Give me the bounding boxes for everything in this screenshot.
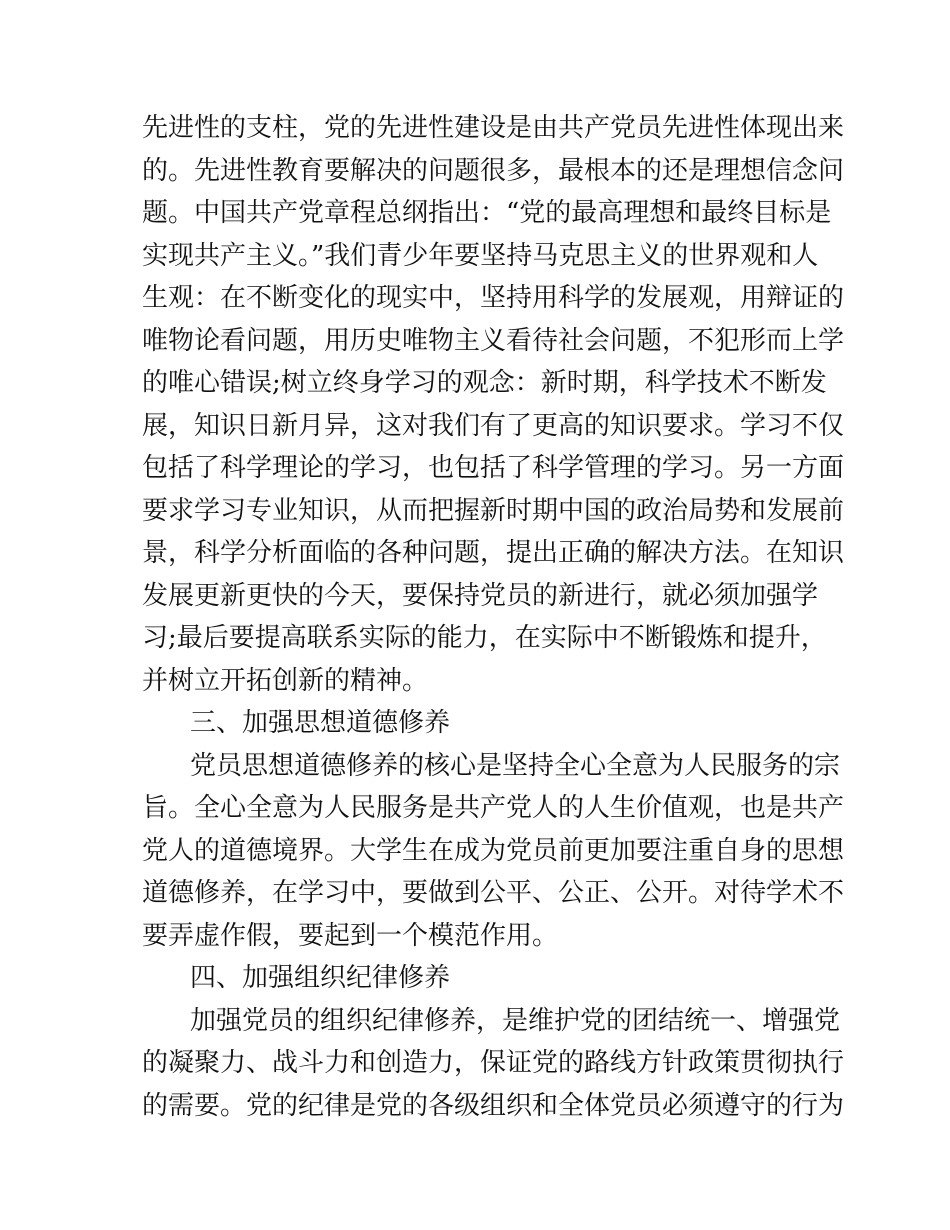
text-line: 的唯心错误;树立终身学习的观念：新时期，科学技术不断发 [142,368,827,398]
text-line: 展，知识日新月异，这对我们有了更高的知识要求。学习不仅 [142,410,845,441]
text-line: 唯物论看问题，用历史唯物主义看待社会问题，不犯形而上学 [142,325,845,356]
text-line: 四、加强组织纪律修养 [190,963,451,993]
text-line: 道德修养，在学习中，要做到公平、公正、公开。对待学术不 [142,878,845,908]
text-line: 先进性的支柱，党的先进性建设是由共产党员先进性体现出来 [142,113,845,143]
document-body [142,107,845,1127]
text-line: 题。中国共产党章程总纲指出：“党的最高理想和最终目标是 [142,198,832,228]
text-line: 实现共产主义。”我们青少年要坚持马克思主义的世界观和人 [142,240,819,271]
text-line: 的凝聚力、战斗力和创造力，保证党的路线方针政策贯彻执行 [142,1048,845,1078]
text-line: 党人的道德境界。大学生在成为党员前更加要注重自身的思想 [142,835,845,866]
text-line: 三、加强思想道德修养 [190,708,451,738]
text-line: 景，科学分析面临的各种问题，提出正确的解决方法。在知识 [142,538,845,568]
text-line: 党员思想道德修养的核心是坚持全心全意为人民服务的宗 [190,750,841,781]
text-line: 习;最后要提高联系实际的能力，在实际中不断锻炼和提升， [142,623,827,653]
text-line: 并树立开拓创新的精神。 [142,665,429,696]
text-line: 要弄虚作假，要起到一个模范作用。 [142,920,559,951]
text-line: 加强党员的组织纪律修养，是维护党的团结统一、增强党 [190,1005,841,1036]
text-line: 旨。全心全意为人民服务是共产党人的人生价值观，也是共产 [142,793,845,823]
text-line: 的需要。党的纪律是党的各级组织和全体党员必须遵守的行为 [142,1090,845,1121]
text-line: 生观：在不断变化的现实中，坚持用科学的发展观，用辩证的 [142,283,845,313]
text-line: 发展更新更快的今天，要保持党员的新进行，就必须加强学 [142,580,819,611]
text-line: 的。先进性教育要解决的问题很多，最根本的还是理想信念问 [142,155,845,186]
text-line: 包括了科学理论的学习，也包括了科学管理的学习。另一方面 [142,453,845,483]
text-line: 要求学习专业知识，从而把握新时期中国的政治局势和发展前 [142,495,845,526]
